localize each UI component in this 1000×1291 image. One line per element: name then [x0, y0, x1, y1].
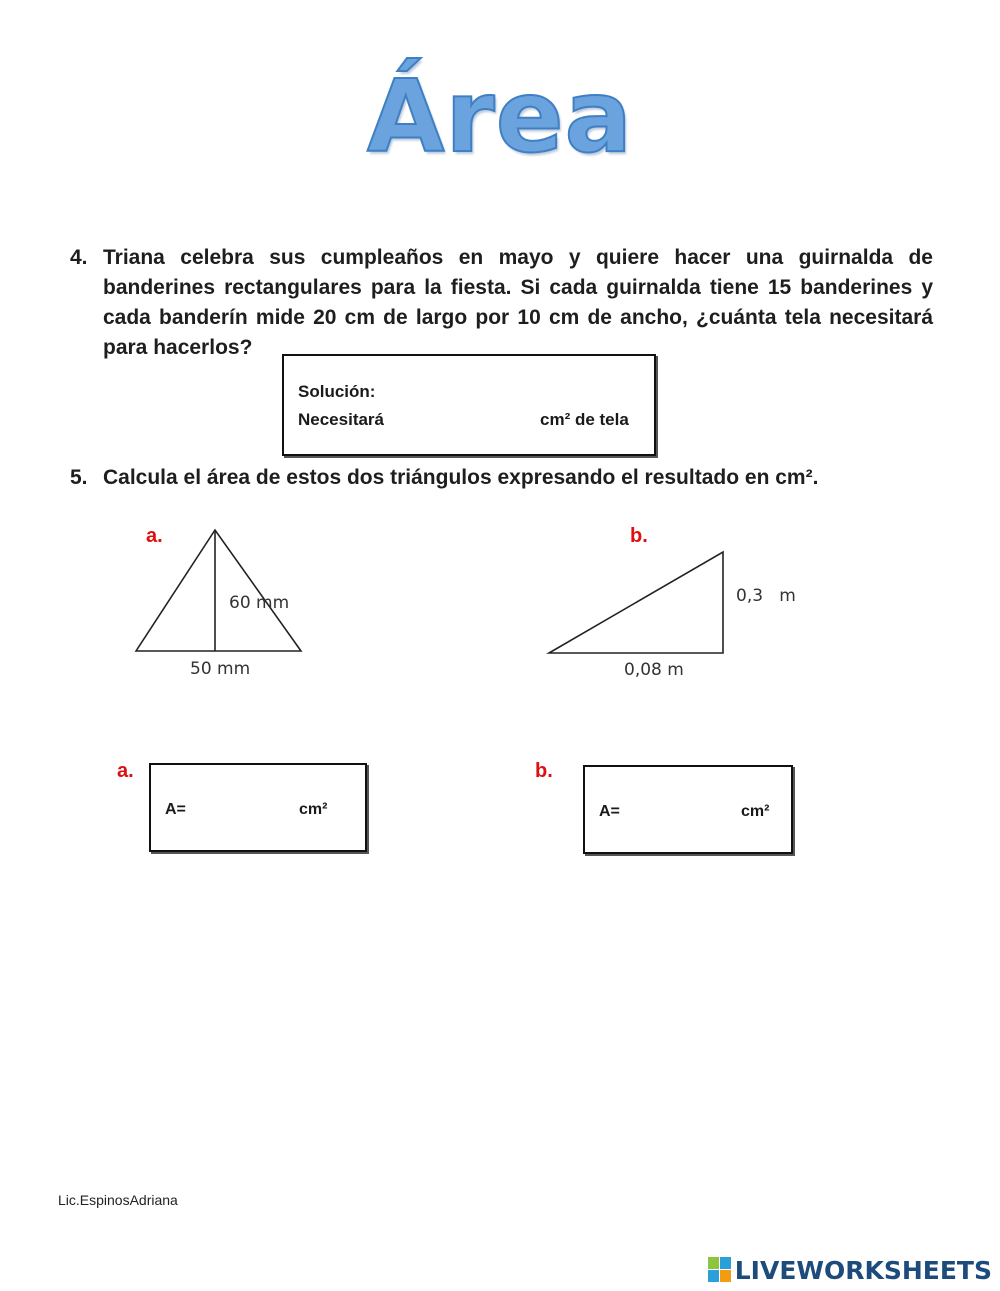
triangle-b-height-label: 0,3 m: [736, 586, 796, 606]
triangle-a-shape: [136, 530, 301, 651]
answer-b-label: b.: [535, 760, 553, 782]
needs-label: Necesitará: [298, 410, 385, 429]
question-5-number: 5.: [70, 466, 88, 489]
question-4-number: 4.: [70, 246, 88, 269]
page-title: Área: [366, 58, 633, 175]
brand-text: LIVEWORKSHEETS: [734, 1255, 992, 1285]
question-4-text: Triana celebra sus cumpleaños en mayo y quiere hacer una guirnalda de banderines rectangulares para la fiesta. Si cada guirnalda tiene 15 banderines y cada banderín mide 20 cm de largo por 10 cm de ancho, ¿cuánta tela necesitará para hacerlos?: [103, 246, 933, 359]
answer-b-prefix: A=: [599, 803, 620, 820]
answer-a-box[interactable]: [149, 763, 367, 852]
unit-label: cm² de tela: [540, 410, 629, 429]
triangle-b-base-label: 0,08 m: [624, 660, 684, 680]
triangle-b-shape: [549, 552, 723, 653]
answer-b-box[interactable]: [583, 765, 793, 854]
answer-b-unit: cm²: [741, 803, 770, 820]
author-footer: Lic.EspinosAdriana: [58, 1192, 178, 1208]
triangle-a-base-label: 50 mm: [190, 659, 251, 679]
question-5-text: Calcula el área de estos dos triángulos expresando el resultado en cm².: [103, 466, 819, 489]
answer-a-unit: cm²: [299, 801, 328, 818]
triangle-a-height-label: 60 mm: [229, 593, 290, 613]
solution-label: Solución:: [298, 382, 376, 401]
answer-a-prefix: A=: [165, 801, 186, 818]
liveworksheets-logo-icon: [708, 1257, 732, 1283]
triangle-a-label: a.: [146, 525, 163, 547]
triangle-b-label: b.: [630, 525, 648, 547]
answer-a-label: a.: [117, 760, 134, 782]
liveworksheets-brand: [708, 1255, 992, 1285]
